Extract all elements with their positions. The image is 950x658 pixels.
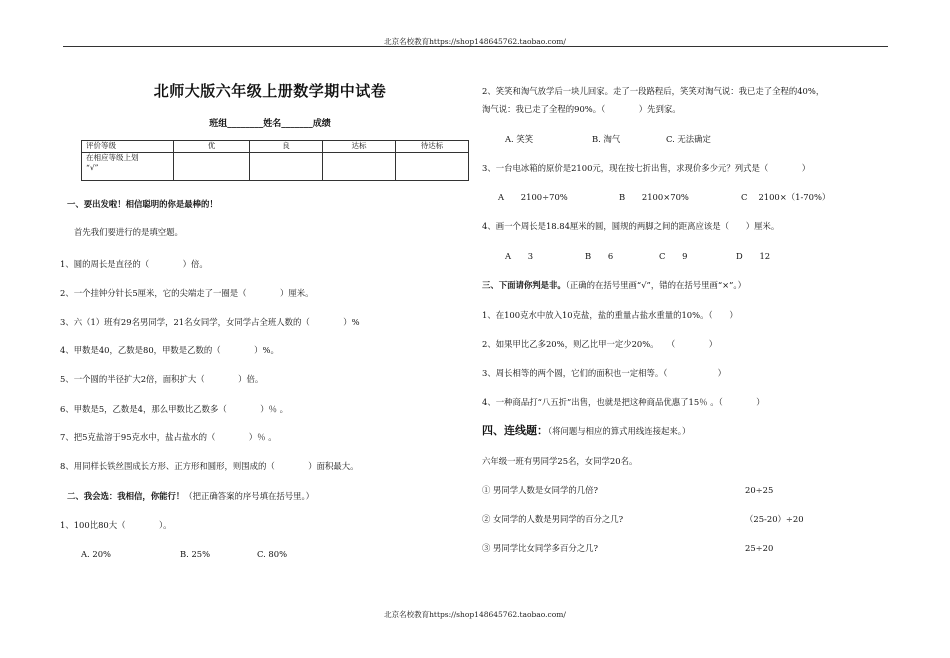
grade-mark-cell[interactable] xyxy=(396,153,469,181)
link-question-2: ② 女同学的人数是男同学的百分之几? xyxy=(482,514,624,524)
choice-1-option-c: C. 80% xyxy=(257,549,288,559)
choice-3-option-a: A 2100÷70% xyxy=(498,192,568,202)
choice-1-option-b: B. 25% xyxy=(180,549,211,559)
choice-3-option-c: C 2100×（1-70%） xyxy=(741,192,831,202)
judge-question-1: 1、在100克水中放入10克盐，盐的重量占盐水重量的10%。（ ） xyxy=(482,310,738,320)
fill-question-8: 8、用同样长铁丝围成长方形、正方形和圆形，则围成的（ ）面积最大。 xyxy=(60,461,359,471)
section-3-note: （正确的在括号里画“√”，错的在括号里画“×”。） xyxy=(565,280,746,290)
grade-table xyxy=(81,140,469,181)
page-footer: 北京名校教育https://shop148645762.taobao.com/ xyxy=(384,610,566,619)
grade-cell: 待达标 xyxy=(396,141,469,153)
choice-3-option-b: B 2100×70% xyxy=(619,192,689,202)
exam-title: 北师大版六年级上册数学期中试卷 xyxy=(153,82,387,100)
fill-question-5: 5、一个圆的半径扩大2倍，面积扩大（ ）倍。 xyxy=(60,374,264,384)
section-4-intro: 六年级一班有男同学25名，女同学20名。 xyxy=(482,456,638,466)
grade-cell: 良 xyxy=(250,141,323,153)
link-question-1: ① 男同学人数是女同学的几倍? xyxy=(482,485,599,495)
grade-cell: 优 xyxy=(174,141,250,153)
choice-1-option-a: A. 20% xyxy=(81,549,111,559)
choice-4-option-b: B 6 xyxy=(585,251,614,261)
choice-question-2-line1: 2、笑笑和淘气放学后一块儿回家。走了一段路程后，笑笑对淘气说：我已走了全程的40%， xyxy=(482,86,825,96)
choice-4-option-d: D 12 xyxy=(736,251,771,261)
section-3-heading: 三、下面请你判是非。 xyxy=(482,280,566,290)
section-4-note: （将问题与相应的算式用线连接起来。） xyxy=(548,426,691,436)
grade-cell: 评价等级 xyxy=(82,141,174,153)
choice-2-option-b: B. 淘气 xyxy=(592,134,621,144)
grade-row-label xyxy=(82,153,174,181)
page-header: 北京名校教育https://shop148645762.taobao.com/ xyxy=(384,37,566,46)
section-4-heading: 四、连线题： xyxy=(482,424,548,437)
section-1-intro: 首先我们要进行的是填空题。 xyxy=(74,227,183,237)
grade-cell: 达标 xyxy=(323,141,396,153)
grade-label-line: “√” xyxy=(86,163,99,172)
section-2-heading: 二、我会选：我相信，你能行！ xyxy=(67,491,185,501)
section-1-heading: 一、要出发啦！相信聪明的你是最棒的！ xyxy=(67,199,218,209)
header-rule xyxy=(63,46,888,47)
fill-question-1: 1、圆的周长是直径的（ ）倍。 xyxy=(60,259,208,269)
grade-label-line: 在相应等级上划 xyxy=(86,153,139,162)
grade-mark-cell[interactable] xyxy=(250,153,323,181)
judge-question-4: 4、一种商品打“八五折”出售，也就是把这种商品优惠了15％ 。（ ） xyxy=(482,397,765,407)
choice-question-2-line2: 淘气说：我已走了全程的90%。（ ）先到家。 xyxy=(482,104,681,114)
link-formula-3: 25÷20 xyxy=(745,543,774,553)
link-question-3: ③ 男同学比女同学多百分之几? xyxy=(482,543,599,553)
choice-2-option-a: A. 笑笑 xyxy=(505,134,534,144)
fill-question-3: 3、六（1）班有29名男同学，21名女同学，女同学占全班人数的（ ）% xyxy=(60,317,360,327)
choice-2-option-c: C. 无法确定 xyxy=(666,134,711,144)
fill-question-6: 6、甲数是5，乙数是4，那么甲数比乙数多（ ）％ 。 xyxy=(60,404,289,414)
choice-question-4: 4、画一个周长是18.84厘米的圆，圆规的两脚之间的距离应该是（ ）厘米。 xyxy=(482,221,780,231)
link-formula-1: 20÷25 xyxy=(745,485,774,495)
grade-mark-cell[interactable] xyxy=(174,153,250,181)
choice-question-3: 3、一台电冰箱的原价是2100元，现在按七折出售，求现价多少元？列式是（ ） xyxy=(482,163,811,173)
judge-question-3: 3、周长相等的两个圆，它们的面积也一定相等。（ ） xyxy=(482,368,727,378)
choice-4-option-c: C 9 xyxy=(659,251,688,261)
fill-question-2: 2、一个挂钟分针长5厘米，它的尖端走了一圈是（ ）厘米。 xyxy=(60,288,314,298)
fill-question-4: 4、甲数是40，乙数是80，甲数是乙数的（ ）%。 xyxy=(60,345,279,355)
choice-4-option-a: A 3 xyxy=(505,251,534,261)
section-2-note: （把正确答案的序号填在括号里。） xyxy=(184,491,315,501)
choice-question-1: 1、100比80大（ ）。 xyxy=(60,520,172,530)
judge-question-2: 2、如果甲比乙多20%，则乙比甲一定少20%。 （ ） xyxy=(482,339,718,349)
grade-mark-cell[interactable] xyxy=(323,153,396,181)
fill-question-7: 7、把5克盐溶于95克水中，盐占盐水的（ ）％ 。 xyxy=(60,432,277,442)
link-formula-2: （25-20）÷20 xyxy=(745,514,804,524)
class-name-score-line: 班组________姓名_______成绩 xyxy=(209,119,331,129)
